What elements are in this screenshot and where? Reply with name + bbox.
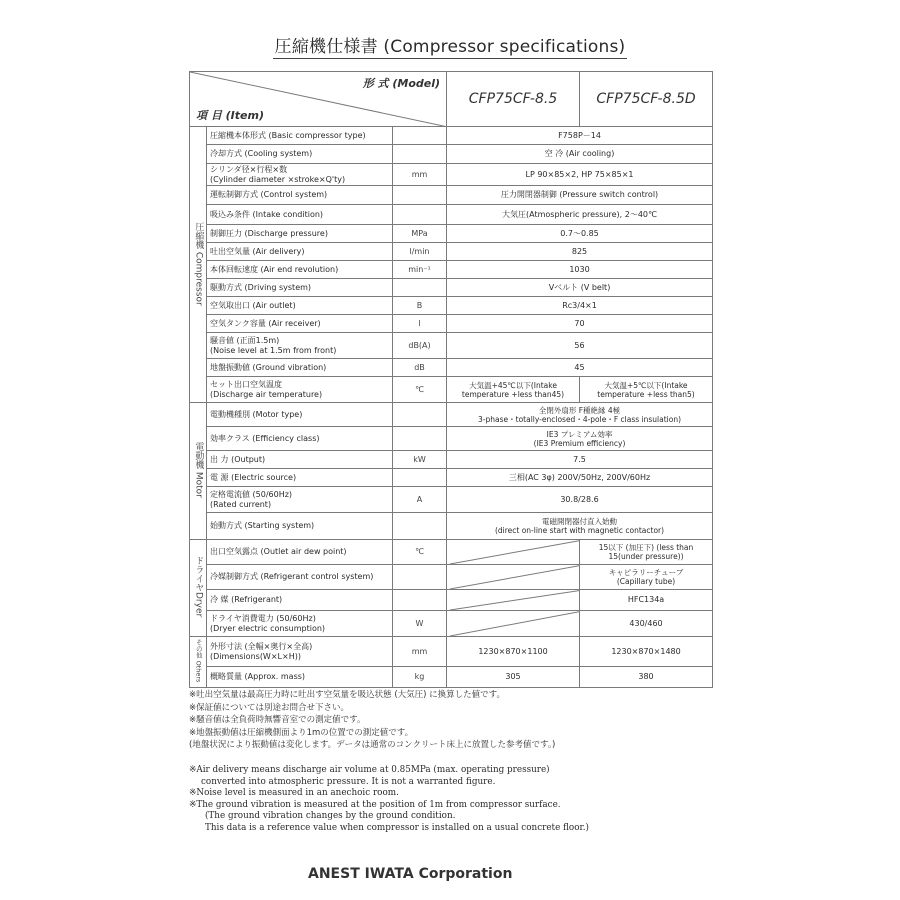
table-row [190, 451, 713, 469]
table-row [190, 333, 713, 359]
note-jp-line: ※騒音値は全負荷時無響音室での測定値です。 [189, 715, 366, 726]
header-diagonal-cell [190, 72, 447, 127]
row-item-line1: ドライヤ消費電力 (50/60Hz) [210, 614, 316, 624]
table-row [190, 164, 713, 186]
row-item-line2: (Rated current) [210, 499, 272, 509]
row-value: 0.7～0.85 [447, 225, 713, 243]
page-title-text: 圧縮機仕様書 (Compressor specifications) [274, 37, 626, 57]
row-item: 電 源 (Electric source) [207, 469, 393, 487]
row-value-model2 [580, 540, 713, 565]
row-unit: kg [393, 667, 447, 688]
page-title [0, 32, 900, 57]
model-name-2: CFP75CF-8.5D [580, 72, 713, 127]
row-item: 地盤振動値 (Ground vibration) [207, 359, 393, 377]
row-unit [393, 469, 447, 487]
table-header-row [190, 72, 713, 127]
not-applicable-cell [447, 540, 580, 565]
value-line2: (Capillary tube) [616, 577, 676, 586]
not-applicable-cell [447, 565, 580, 590]
table-row [190, 427, 713, 451]
row-unit [393, 403, 447, 427]
value-line2: temperature +less than5) [597, 389, 695, 399]
section-motor-label: 電動機 Motor [193, 441, 204, 498]
row-unit: l [393, 315, 447, 333]
note-en-line: ※The ground vibration is measured at the position of 1m from compressor surface. [189, 799, 561, 810]
section-dryer [190, 540, 207, 637]
row-unit [393, 127, 447, 145]
table-row [190, 359, 713, 377]
table-row [190, 513, 713, 540]
row-item-line1: 騒音値 (正面1.5m) [210, 336, 280, 346]
value-line1: 大気温+45℃以下(Intake [469, 380, 557, 390]
value-line2: 3-phase・totally-enclosed・4-pole・F class insulation) [478, 414, 682, 424]
section-motor [190, 403, 207, 540]
note-jp-line: (地盤状況により振動値は変化します。データは通常のコンクリート床上に放置した参考値です。) [189, 740, 556, 751]
diagonal-strike [450, 565, 580, 589]
table-row [190, 186, 713, 205]
value-line1: 15以下 (加圧下) (less than [598, 543, 694, 552]
row-value: 30.8/28.6 [447, 487, 713, 513]
row-unit: l/min [393, 243, 447, 261]
row-item: 本体回転速度 (Air end revolution) [207, 261, 393, 279]
not-applicable-cell [447, 611, 580, 637]
value-line1: IE3 プレミアム効率 [546, 429, 613, 439]
row-value: 825 [447, 243, 713, 261]
value-line1: 大気温+5℃以下(Intake [604, 380, 688, 390]
row-item: 始動方式 (Starting system) [207, 513, 393, 540]
table-row [190, 279, 713, 297]
row-unit: kW [393, 451, 447, 469]
table-row [190, 225, 713, 243]
row-value-model2: 380 [580, 667, 713, 688]
row-unit: ℃ [393, 377, 447, 403]
section-compressor-label: 圧縮機 Compressor [193, 221, 204, 306]
row-unit [393, 565, 447, 590]
row-value: 1030 [447, 261, 713, 279]
row-item-line2: (Noise level at 1.5m from front) [210, 345, 337, 355]
diagonal-strike [450, 590, 580, 610]
notes-english [189, 765, 749, 835]
item-label: 項 目 (Item) [196, 109, 264, 123]
row-item: 圧縮機本体形式 (Basic compressor type) [207, 127, 393, 145]
table-row [190, 565, 713, 590]
value-line2: 15(under pressure)) [608, 552, 684, 561]
value-line1: キャピラリーチューブ [608, 568, 684, 577]
row-unit [393, 590, 447, 611]
note-en-line: This data is a reference value when compressor is installed on a usual concrete floor.) [205, 822, 589, 833]
table-row [190, 377, 713, 403]
note-en-line: (The ground vibration changes by the ground condition. [205, 811, 456, 822]
row-item: 電動機種別 (Motor type) [207, 403, 393, 427]
model-name-1: CFP75CF-8.5 [447, 72, 580, 127]
value-line1: 電磁開閉器付直入始動 [542, 517, 618, 526]
row-item [207, 487, 393, 513]
table-row [190, 205, 713, 225]
row-value: Rc3/4×1 [447, 297, 713, 315]
note-jp-line: ※保証値については別途お問合せ下さい。 [189, 702, 349, 713]
row-item: 吐出空気量 (Air delivery) [207, 243, 393, 261]
row-unit [393, 145, 447, 164]
row-item: 空気取出口 (Air outlet) [207, 297, 393, 315]
table-row [190, 145, 713, 164]
row-value: 70 [447, 315, 713, 333]
table-row [190, 403, 713, 427]
row-item: 駆動方式 (Driving system) [207, 279, 393, 297]
note-en-line: converted into atmospheric pressure. It is not a warranted figure. [201, 776, 496, 787]
row-unit: mm [393, 164, 447, 186]
table-row [190, 611, 713, 637]
row-item-line1: シリンダ径×行程×数 [210, 165, 288, 175]
row-unit: mm [393, 637, 447, 667]
row-unit [393, 186, 447, 205]
table-row [190, 637, 713, 667]
row-item [207, 637, 393, 667]
model-label: 形 式 (Model) [362, 77, 441, 90]
row-value [447, 403, 713, 427]
note-en-line: ※Air delivery means discharge air volume at 0.85MPa (max. operating pressure) [189, 765, 550, 775]
row-unit: min⁻¹ [393, 261, 447, 279]
row-item: 空気タンク容量 (Air receiver) [207, 315, 393, 333]
row-item: 運転制御方式 (Control system) [207, 186, 393, 205]
not-applicable-cell [447, 590, 580, 611]
row-unit: ℃ [393, 540, 447, 565]
row-item [207, 377, 393, 403]
row-unit: A [393, 487, 447, 513]
row-item-line2: (Dimensions(W×L×H)) [210, 651, 301, 661]
table-row [190, 261, 713, 279]
table-row [190, 469, 713, 487]
notes-japanese [189, 689, 749, 752]
table-row [190, 540, 713, 565]
table-row [190, 590, 713, 611]
row-value-model2: 430/460 [580, 611, 713, 637]
diagonal-strike [450, 540, 580, 564]
spec-table [189, 71, 713, 688]
row-item [207, 333, 393, 359]
row-value: 45 [447, 359, 713, 377]
row-unit: W [393, 611, 447, 637]
company-name: ANEST IWATA Corporation [308, 866, 513, 882]
row-unit [393, 513, 447, 540]
table-row [190, 667, 713, 688]
row-item-line1: 外形寸法 (全幅×奥行×全高) [210, 642, 313, 652]
row-item-line2: (Cylinder diameter ×stroke×Q'ty) [210, 174, 346, 184]
row-item [207, 164, 393, 186]
row-unit [393, 205, 447, 225]
row-item-line2: (Discharge air temperature) [210, 389, 323, 399]
table-row [190, 297, 713, 315]
row-value: 空 冷 (Air cooling) [447, 145, 713, 164]
row-item: 吸込み条件 (Intake condition) [207, 205, 393, 225]
row-item: 概略質量 (Approx. mass) [207, 667, 393, 688]
row-item [207, 611, 393, 637]
section-dryer-label: ドライヤDryer [193, 556, 204, 618]
row-unit [393, 427, 447, 451]
note-en-line: ※Noise level is measured in an anechoic room. [189, 788, 399, 799]
table-row [190, 315, 713, 333]
row-value: Vベルト (V belt) [447, 279, 713, 297]
value-line2: (direct on-line start with magnetic contactor) [494, 526, 665, 535]
note-jp-line: ※地盤振動値は圧縮機側面より1mの位置での測定値です。 [189, 727, 414, 738]
section-others-label: その他 Others [194, 639, 203, 683]
section-compressor [190, 127, 207, 403]
row-item: 冷却方式 (Cooling system) [207, 145, 393, 164]
row-value-model2: HFC134a [580, 590, 713, 611]
row-item: 制御圧力 (Discharge pressure) [207, 225, 393, 243]
value-line1: 全閉外扇形 F種絶縁 4極 [538, 405, 621, 415]
row-item-line2: (Dryer electric consumption) [210, 623, 326, 633]
row-value-model2 [580, 565, 713, 590]
row-value: F758P－14 [447, 127, 713, 145]
row-value: 7.5 [447, 451, 713, 469]
row-value-model1: 1230×870×1100 [447, 637, 580, 667]
value-line2: temperature +less than45) [461, 389, 565, 399]
table-row [190, 487, 713, 513]
row-unit [393, 279, 447, 297]
row-value-model2: 1230×870×1480 [580, 637, 713, 667]
row-value-model2 [580, 377, 713, 403]
row-item-line1: セット出口空気温度 [210, 380, 282, 390]
table-row [190, 127, 713, 145]
row-item: 冷 媒 (Refrigerant) [207, 590, 393, 611]
row-item: 冷媒制御方式 (Refrigerant control system) [207, 565, 393, 590]
note-jp-line: ※吐出空気量は最高圧力時に吐出す空気量を吸込状態 (大気圧) に換算した値です。 [189, 690, 505, 700]
row-item: 出口空気露点 (Outlet air dew point) [207, 540, 393, 565]
row-value-model1 [447, 377, 580, 403]
row-unit: MPa [393, 225, 447, 243]
table-row [190, 243, 713, 261]
row-value: 三相(AC 3φ) 200V/50Hz, 200V/60Hz [447, 469, 713, 487]
row-unit: B [393, 297, 447, 315]
section-others [190, 637, 207, 688]
row-value: 圧力開閉器制御 (Pressure switch control) [447, 186, 713, 205]
value-line2: (IE3 Premium efficiency) [533, 438, 626, 448]
row-unit: dB(A) [393, 333, 447, 359]
row-value-model1: 305 [447, 667, 580, 688]
row-item-line1: 定格電流値 (50/60Hz) [210, 490, 293, 500]
row-item: 出 力 (Output) [207, 451, 393, 469]
row-value: LP 90×85×2, HP 75×85×1 [447, 164, 713, 186]
row-value: 56 [447, 333, 713, 359]
row-value [447, 513, 713, 540]
row-unit: dB [393, 359, 447, 377]
diagonal-strike [450, 611, 580, 636]
row-value: 大気圧(Atmospheric pressure), 2～40℃ [447, 205, 713, 225]
row-item: 効率クラス (Efficiency class) [207, 427, 393, 451]
row-value [447, 427, 713, 451]
